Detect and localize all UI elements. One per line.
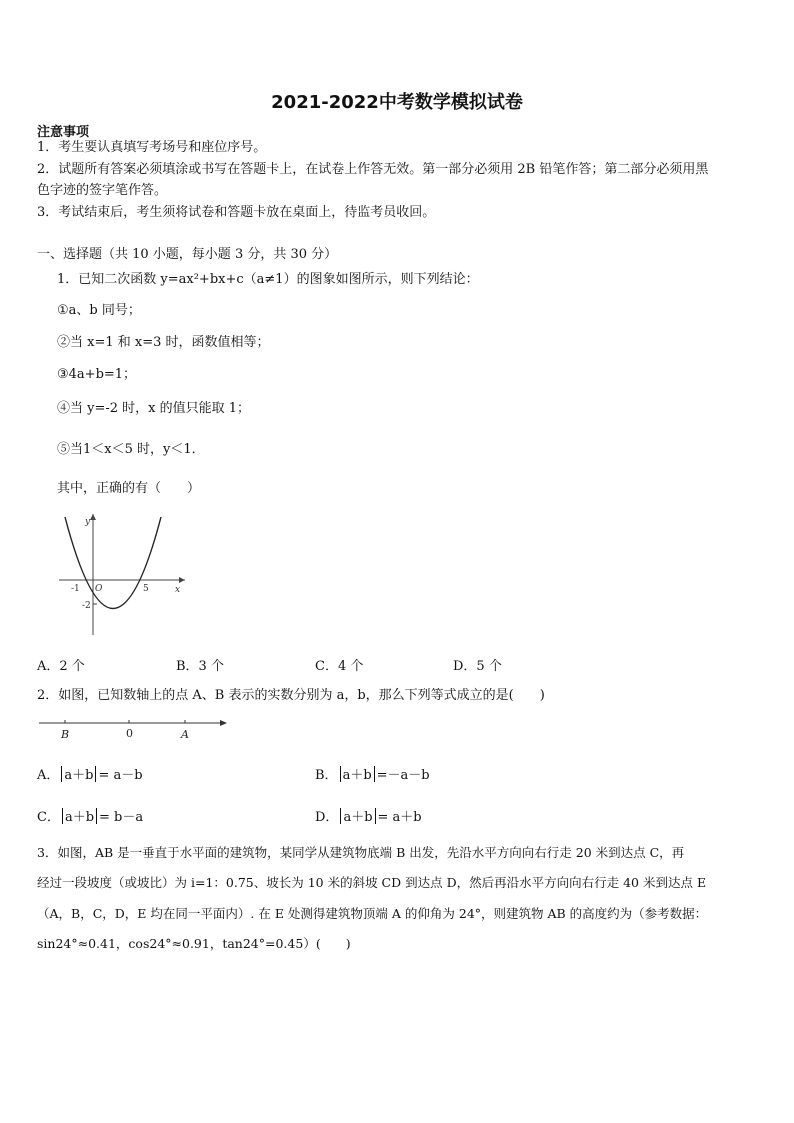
origin-label: O: [95, 584, 103, 594]
page-title: 2021-2022中考数学模拟试卷: [271, 92, 523, 113]
x-axis-label: x: [175, 585, 181, 595]
option-label: C．: [37, 810, 60, 825]
q1-option-c: C．4 个: [315, 659, 364, 674]
notice-item: 3．考试结束后，考生须将试卷和答题卡放在桌面上，待监考员收回。: [37, 205, 436, 220]
abs-expr: a＋b: [342, 768, 372, 783]
q3-line-3: （A，B，C，D，E 均在同一平面内）. 在 E 处测得建筑物顶端 A 的仰角为 24°，则建筑物 AB 的高度约为（参考数据：: [37, 906, 708, 921]
q1-statement-4: ④当 y=-2 时，x 的值只能取 1；: [57, 401, 251, 416]
q2-option-c: [37, 806, 143, 825]
rhs-expr: =－a－b: [376, 768, 430, 783]
y-axis: [90, 514, 96, 635]
notice-item: 色字迹的签字笔作答。: [37, 183, 168, 198]
q1-option-a: A．2 个: [37, 659, 85, 674]
point-a-label: A: [181, 728, 189, 741]
parabola-graph: [57, 510, 192, 640]
rhs-expr: = a－b: [98, 768, 143, 783]
q1-statement-2: ②当 x=1 和 x=3 时，函数值相等；: [57, 335, 270, 350]
notice-item: 1．考生要认真填写考场号和座位序号。: [37, 140, 267, 155]
abs-expr: a＋b: [64, 768, 94, 783]
section-heading: 一、选择题（共 10 小题，每小题 3 分，共 30 分）: [37, 247, 338, 262]
x-axis: [59, 577, 185, 583]
abs-expr: a＋b: [64, 810, 95, 825]
q3-line-2: 经过一段坡度（或坡比）为 i=1：0.75、坡长为 10 米的斜坡 CD 到达点 D，然后再沿水平方向向右行走 40 米到达点 E: [37, 875, 707, 890]
q2-option-d: [315, 806, 422, 825]
abs-expr: a＋b: [343, 810, 373, 825]
zero-label: 0: [126, 727, 133, 740]
option-label: B．: [315, 768, 338, 783]
q1-option-d: D．5 个: [453, 659, 502, 674]
q1-question: 其中，正确的有（ ）: [57, 481, 201, 496]
q2-option-a: [37, 764, 143, 783]
rhs-expr: = a＋b: [377, 810, 422, 825]
q2-stem: 2．如图，已知数轴上的点 A、B 表示的实数分别为 a，b，那么下列等式成立的是( ): [37, 688, 545, 703]
arrow-icon: [220, 720, 227, 726]
q2-option-b: [315, 764, 430, 783]
q3-line-4: sin24°≈0.41，cos24°≈0.91，tan24°=0.45）( ): [37, 936, 351, 951]
option-label: D．: [315, 810, 339, 825]
y-tick-label-neg2: -2: [82, 601, 91, 611]
q1-statement-5: ⑤当1＜x＜5 时，y＜1．: [57, 442, 205, 457]
number-line: [37, 715, 232, 745]
q1-option-b: B．3 个: [176, 659, 224, 674]
y-axis-label: y: [85, 517, 91, 527]
notice-item: 2．试题所有答案必须填涂或书写在答题卡上，在试卷上作答无效。第一部分必须用 2B 铅笔作答；第二部分必须用黑: [37, 162, 709, 177]
notice-heading: 注意事项: [37, 125, 90, 140]
q1-stem: 1．已知二次函数 y=ax²+bx+c（a≠1）的图象如图所示，则下列结论：: [57, 272, 479, 287]
point-b-label: B: [61, 728, 70, 741]
q1-statement-3: ③4a+b=1；: [57, 367, 137, 382]
x-tick-label-neg1: -1: [71, 584, 80, 594]
parabola-curve: [65, 517, 161, 609]
q3-line-1: 3．如图，AB 是一垂直于水平面的建筑物，某同学从建筑物底端 B 出发，先沿水平方向向右行走 20 米到达点 C，再: [37, 845, 685, 860]
rhs-expr: = b－a: [99, 810, 144, 825]
option-label: A．: [37, 768, 60, 783]
q1-statement-1: ①a、b 同号；: [57, 303, 141, 318]
x-tick-label-5: 5: [143, 584, 149, 594]
